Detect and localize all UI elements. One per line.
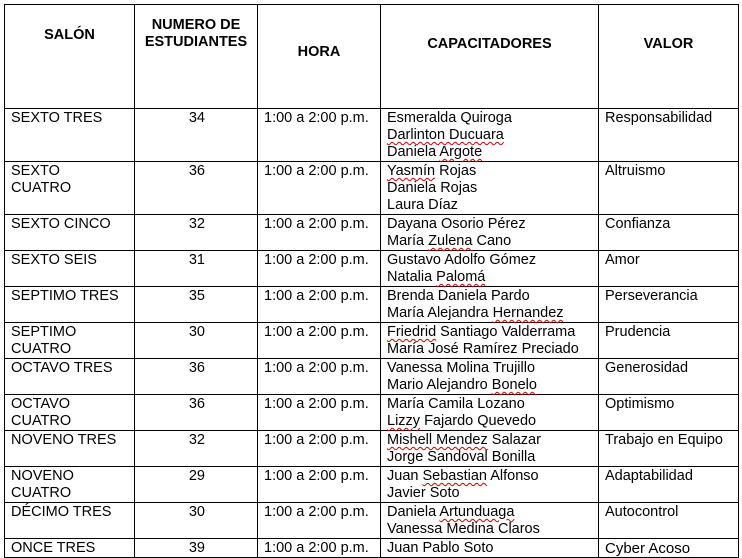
capacitador-name: Daniela Argote	[387, 144, 483, 160]
capacitador-name: Brenda Daniela Pardo	[387, 288, 530, 304]
header-numero-line2: ESTUDIANTES	[144, 34, 248, 50]
cell-salon	[5, 503, 135, 539]
cell-salon	[5, 431, 135, 467]
students-table	[4, 4, 739, 558]
salon-line: DÉCIMO TRES	[11, 504, 112, 520]
capacitador-name: Mario Alejandro Bonelo	[387, 377, 537, 393]
capacitador-name: Vanessa Molina Trujillo	[387, 360, 536, 376]
capacitador-name: Daniela Artunduaga	[387, 504, 515, 520]
cell-capacitadores	[381, 359, 599, 395]
table-row	[5, 323, 739, 359]
header-numero-line1: NUMERO DE	[151, 17, 241, 33]
salon-line: OCTAVO	[11, 396, 71, 412]
cell-valor: Adaptabilidad	[599, 467, 739, 503]
cell-valor: Trabajo en Equipo	[599, 431, 739, 467]
table-row	[5, 109, 739, 162]
cell-salon	[5, 162, 135, 215]
cell-capacitadores	[381, 431, 599, 467]
capacitador-name: Juan Sebastian Alfonso	[387, 468, 539, 484]
cell-capacitadores	[381, 323, 599, 359]
cell-salon	[5, 109, 135, 162]
salon-line: NOVENO	[11, 468, 74, 484]
cell-numero-estudiantes: 36	[135, 162, 258, 215]
capacitador-name: Esmeralda Quiroga	[387, 110, 512, 126]
cell-salon	[5, 287, 135, 323]
cell-hora: 1:00 a 2:00 p.m.	[258, 323, 381, 359]
cell-capacitadores	[381, 251, 599, 287]
table-row	[5, 162, 739, 215]
salon-line: SEXTO CINCO	[11, 216, 111, 232]
cell-numero-estudiantes: 35	[135, 287, 258, 323]
salon-line: CUATRO	[11, 180, 72, 196]
cell-salon	[5, 467, 135, 503]
capacitador-name: Laura Díaz	[387, 197, 458, 213]
salon-line: SEXTO	[11, 163, 60, 179]
cell-valor: Responsabilidad	[599, 109, 739, 162]
cell-salon	[5, 359, 135, 395]
cell-numero-estudiantes: 31	[135, 251, 258, 287]
salon-line: CUATRO	[11, 341, 72, 357]
cell-hora: 1:00 a 2:00 p.m.	[258, 109, 381, 162]
cell-hora: 1:00 a 2:00 p.m.	[258, 162, 381, 215]
cell-capacitadores	[381, 503, 599, 539]
capacitador-name: Darlinton Ducuara	[387, 127, 504, 143]
table-row	[5, 359, 739, 395]
cell-capacitadores	[381, 215, 599, 251]
capacitador-name: Vanessa Medina Claros	[387, 521, 540, 537]
cell-capacitadores	[381, 467, 599, 503]
table-row	[5, 431, 739, 467]
cell-hora: 1:00 a 2:00 p.m.	[258, 431, 381, 467]
cell-hora: 1:00 a 2:00 p.m.	[258, 539, 381, 558]
cell-valor: Optimismo	[599, 395, 739, 431]
header-salon: SALÓN	[5, 5, 135, 109]
salon-line: CUATRO	[11, 485, 72, 501]
cell-hora: 1:00 a 2:00 p.m.	[258, 467, 381, 503]
cell-capacitadores	[381, 287, 599, 323]
capacitador-name: Jorge Sandoval Bonilla	[387, 449, 536, 465]
cell-hora: 1:00 a 2:00 p.m.	[258, 503, 381, 539]
cell-salon	[5, 251, 135, 287]
cell-hora: 1:00 a 2:00 p.m.	[258, 359, 381, 395]
cell-numero-estudiantes: 36	[135, 395, 258, 431]
cell-valor: Prudencia	[599, 323, 739, 359]
table-row	[5, 215, 739, 251]
cell-valor: Cyber Acoso	[599, 539, 739, 558]
cell-numero-estudiantes: 30	[135, 323, 258, 359]
cell-valor: Confianza	[599, 215, 739, 251]
cell-salon	[5, 215, 135, 251]
header-hora: HORA	[258, 5, 381, 109]
capacitador-name: Gustavo Adolfo Gómez	[387, 252, 537, 268]
cell-valor: Amor	[599, 251, 739, 287]
cell-salon	[5, 395, 135, 431]
salon-line: CUATRO	[11, 413, 72, 429]
cell-salon	[5, 539, 135, 558]
salon-line: SEXTO TRES	[11, 110, 103, 126]
cell-valor: Generosidad	[599, 359, 739, 395]
table-row	[5, 395, 739, 431]
capacitador-name: María José Ramírez Preciado	[387, 341, 579, 357]
salon-line: SEXTO SEIS	[11, 252, 97, 268]
cell-hora: 1:00 a 2:00 p.m.	[258, 251, 381, 287]
header-valor: VALOR	[599, 5, 739, 109]
capacitador-name: Friedrid Santiago Valderrama	[387, 324, 576, 340]
cell-valor: Autocontrol	[599, 503, 739, 539]
table-row	[5, 287, 739, 323]
cell-hora: 1:00 a 2:00 p.m.	[258, 287, 381, 323]
cell-numero-estudiantes: 36	[135, 359, 258, 395]
capacitador-name: María Alejandra Hernandez	[387, 305, 564, 321]
table-row	[5, 503, 739, 539]
capacitador-name: Juan Pablo Soto	[387, 540, 494, 556]
cell-salon	[5, 323, 135, 359]
capacitador-name: Mishell Mendez Salazar	[387, 432, 541, 448]
cell-valor: Perseverancia	[599, 287, 739, 323]
salon-line: NOVENO TRES	[11, 432, 117, 448]
header-numero-estudiantes	[135, 5, 258, 109]
capacitador-name: Daniela Rojas	[387, 180, 478, 196]
capacitador-name: Lizzy Fajardo Quevedo	[387, 413, 537, 429]
cell-valor: Altruismo	[599, 162, 739, 215]
cell-numero-estudiantes: 39	[135, 539, 258, 558]
cell-numero-estudiantes: 32	[135, 431, 258, 467]
cell-numero-estudiantes: 29	[135, 467, 258, 503]
table-row	[5, 467, 739, 503]
capacitador-name: Dayana Osorio Pérez	[387, 216, 526, 232]
salon-line: SEPTIMO TRES	[11, 288, 119, 304]
cell-capacitadores	[381, 109, 599, 162]
cell-capacitadores	[381, 162, 599, 215]
cell-capacitadores	[381, 539, 599, 558]
cell-numero-estudiantes: 32	[135, 215, 258, 251]
table-row	[5, 539, 739, 558]
capacitador-name: María Camila Lozano	[387, 396, 525, 412]
table-row	[5, 251, 739, 287]
cell-numero-estudiantes: 34	[135, 109, 258, 162]
salon-line: OCTAVO TRES	[11, 360, 113, 376]
salon-line: SEPTIMO	[11, 324, 77, 340]
cell-numero-estudiantes: 30	[135, 503, 258, 539]
header-capacitadores: CAPACITADORES	[381, 5, 599, 109]
salon-line: ONCE TRES	[11, 540, 96, 556]
capacitador-name: Yasmín Rojas	[387, 163, 477, 179]
capacitador-name: María Zulena Cano	[387, 233, 512, 249]
cell-hora: 1:00 a 2:00 p.m.	[258, 395, 381, 431]
cell-hora: 1:00 a 2:00 p.m.	[258, 215, 381, 251]
capacitador-name: Javier Soto	[387, 485, 460, 501]
capacitador-name: Natalia Palomá	[387, 269, 486, 285]
cell-capacitadores	[381, 395, 599, 431]
header-row	[5, 5, 739, 109]
